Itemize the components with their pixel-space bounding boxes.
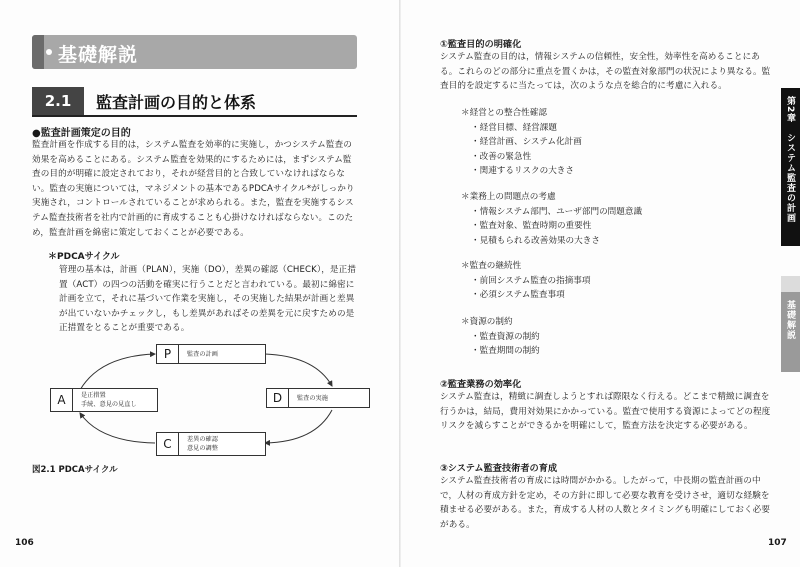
group-item: 見積もられる改善効果の大きさ bbox=[479, 235, 600, 246]
tab-divider bbox=[781, 276, 800, 292]
bullet-dot-icon bbox=[46, 49, 52, 55]
paragraph-purpose: 監査計画を作成する目的は，システム監査を効率的に実施し，かつシステム監査の効果を高めることにある。システム監査を効果的にするためには，まずシステム監査の目的が明確に設定されており，それが経営目的と合致していなければならない。監査の実施については，マネジメントの基本であるPDCAサイクル*がしっかり実施され，コントロールされていることが求められる。また，監査を実施するシステム監査技術者を社内で計画的に育成することも心掛けなければならない。このため，監査計画を綿密に策定しておくことが必要である。 bbox=[32, 140, 355, 238]
figure-caption: 図2.1 PDCAサイクル bbox=[32, 465, 118, 475]
pdca-diagram bbox=[40, 338, 370, 463]
consideration-group: ＊経営との整合性確認 ・経営目標、経営課題 ・経営計画、システム化計画 ・改善の緊急性 ・関連するリスクの大きさ bbox=[461, 108, 582, 177]
banner-bar bbox=[32, 35, 44, 69]
node-letter: P bbox=[157, 345, 179, 363]
group-title: 業務上の問題点の考慮 bbox=[469, 192, 556, 202]
node-letter: A bbox=[51, 389, 73, 411]
subheading: ●監査計画策定の目的 bbox=[32, 128, 131, 139]
page-number-left: 106 bbox=[15, 538, 34, 548]
node-do bbox=[266, 388, 370, 408]
group-item: 関連するリスクの大きさ bbox=[479, 166, 574, 177]
section-number: 2.1 bbox=[32, 87, 84, 115]
node-act bbox=[50, 388, 158, 412]
node-label: 監査の実施 bbox=[297, 394, 328, 402]
group-item: 監査期間の制約 bbox=[479, 346, 540, 357]
group-title: 資源の制約 bbox=[469, 317, 513, 327]
chapter-tab-label: 第2章 システム監査の計画 bbox=[785, 96, 795, 224]
group-item: 経営目標、経営課題 bbox=[479, 122, 557, 133]
node-plan bbox=[156, 344, 266, 364]
page-number-right: 107 bbox=[768, 538, 787, 548]
group-item: 前回システム監査の指摘事項 bbox=[479, 275, 591, 286]
banner-title: 基礎解説 bbox=[58, 44, 139, 66]
arrow-c-to-a bbox=[80, 413, 155, 443]
consideration-group: ＊資源の制約 ・監査資源の制約 ・監査期間の制約 bbox=[461, 317, 540, 357]
pdca-note-heading: ＊PDCAサイクル bbox=[48, 252, 120, 262]
node-label: 差異の確認 意見の調整 bbox=[187, 436, 218, 452]
item-2-text: システム監査は，精緻に調査しようとすれば際限なく行える。どこまで精緻に調査を行うかは，結局，費用対効果にかかっている。監査で使用する資源によってどの程度リスクを減らすことができるかを明確にして，監査方法を決定する必要がある。 bbox=[440, 392, 771, 432]
group-item: 必須システム監査事項 bbox=[479, 290, 565, 301]
node-label: 是正措置 手続、意見の見直し bbox=[81, 392, 137, 408]
right-page bbox=[401, 0, 800, 567]
section-title: 監査計画の目的と体系 bbox=[96, 93, 257, 112]
group-item: 監査資源の制約 bbox=[479, 331, 540, 342]
group-title: 監査の継続性 bbox=[469, 261, 522, 271]
item-2-heading: ②監査業務の効率化 bbox=[440, 379, 522, 390]
section-side-tab bbox=[781, 292, 800, 372]
pdca-note-text: 管理の基本は，計画（PLAN），実施（DO），差異の確認（CHECK），是正措置（ACT）の四つの活動を確実に行うことだと言われている。最初に綿密に計画を立て，それに基づいて作業を実施し，その実施した結果が計画と差異が出ていないかチェックし，もし差異があればその差異を元に戻すための是正措置をとることが重要である。 bbox=[59, 265, 357, 334]
arrow-d-to-c bbox=[265, 410, 332, 443]
group-item: 改善の緊急性 bbox=[479, 151, 532, 162]
chapter-side-tab bbox=[781, 88, 800, 246]
arrow-a-to-p bbox=[80, 354, 155, 390]
node-label: 監査の計画 bbox=[187, 350, 218, 358]
node-letter: C bbox=[157, 433, 179, 455]
group-item: 監査対象、監査時期の重要性 bbox=[479, 221, 592, 232]
group-item: 情報システム部門、ユーザ部門の問題意識 bbox=[479, 206, 643, 217]
item-1-text: システム監査の目的は，情報システムの信頼性，安全性，効率性を高めることにある。これらのどの部分に重点を置くかは，その監査対象部門の状況により異なる。監査目的を設定するに当たっては，次のような点を総合的に考慮に入れる。 bbox=[440, 52, 771, 92]
chapter-banner bbox=[32, 35, 357, 69]
arrow-p-to-d bbox=[265, 354, 332, 386]
group-item: 経営計画、システム化計画 bbox=[479, 137, 582, 148]
section-heading bbox=[32, 87, 357, 117]
section-tab-label: 基礎解説 bbox=[785, 300, 795, 340]
group-title: 経営との整合性確認 bbox=[469, 108, 547, 118]
item-3-text: システム監査技術者の育成には時間がかかる。したがって，中長期の監査計画の中で，人材の育成方針を定め，その方針に即して必要な教育を受けさせ，適切な経験を積ませる必要がある。また，育成する人材の人数とタイミングも明確にしておく必要がある。 bbox=[440, 476, 771, 530]
item-1-heading: ①監査目的の明確化 bbox=[440, 39, 522, 50]
consideration-group: ＊監査の継続性 ・前回システム監査の指摘事項 ・必須システム監査事項 bbox=[461, 261, 591, 301]
node-check bbox=[156, 432, 266, 456]
item-3-heading: ③システム監査技術者の育成 bbox=[440, 463, 558, 474]
consideration-group: ＊業務上の問題点の考慮 ・情報システム部門、ユーザ部門の問題意識 ・監査対象、監査時期の重要性 ・見積もられる改善効果の大きさ bbox=[461, 192, 643, 246]
node-letter: D bbox=[267, 389, 289, 407]
